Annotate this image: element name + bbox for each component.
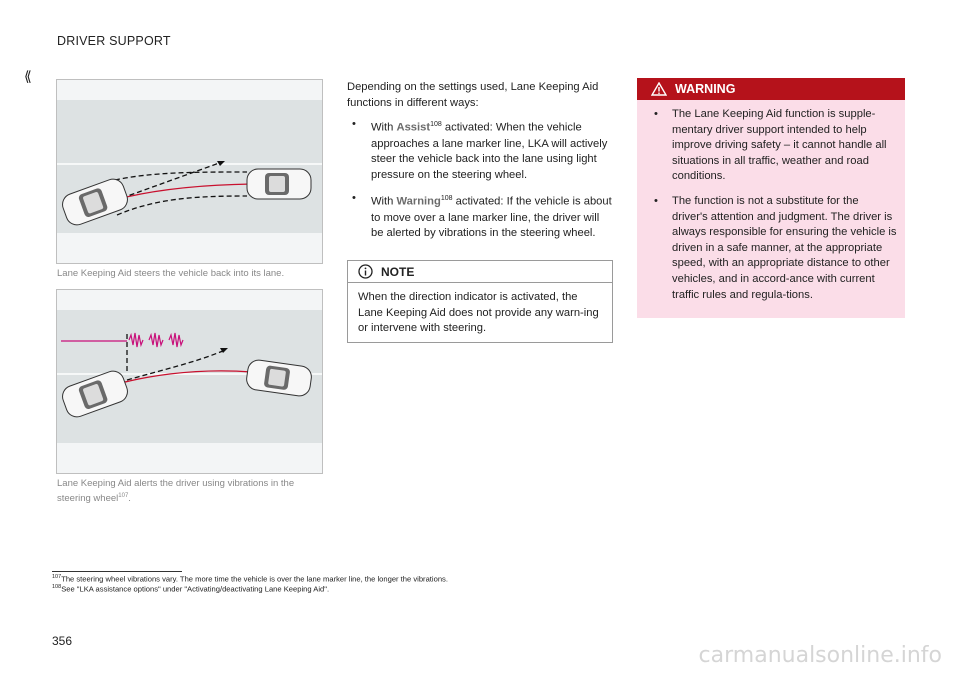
figure-lane-warning xyxy=(56,289,323,474)
lane-assist-illustration xyxy=(57,80,322,263)
list-item: • The function is not a substitute for the driver's attention and judgment. The driver is always responsible for ensuring the vehicle is driven in a safe manner, at the appropriate speed, with an appropriate distance to other vehicles, and in accord-ance with current traffic rules and regula-tions. xyxy=(654,194,897,301)
double-chevron-left-icon[interactable]: ⟪ xyxy=(24,68,32,84)
footnote: $^{107}$The steering wheel vibrations vary. The more time the vehicle is over the lane marker line, the longer the vibrations. xyxy=(52,574,448,584)
figure-caption: Lane Keeping Aid steers the vehicle back into its lane. xyxy=(57,268,285,279)
watermark: carmanualsonline.info xyxy=(698,643,942,668)
info-icon xyxy=(358,264,373,279)
main-text xyxy=(347,80,612,250)
figure-lane-assist xyxy=(56,79,323,264)
lane-warning-illustration xyxy=(57,290,322,473)
intro-paragraph: Depending on the settings used, Lane Keeping Aid functions in different ways: xyxy=(347,81,599,109)
footnote-divider xyxy=(52,571,182,572)
note-text: When the direction indicator is activated, the Lane Keeping Aid does not provide any warn-ing or intervene with steering. xyxy=(358,291,599,335)
list-item: • With Assist$^{108}$ activated: When the vehicle approaches a lane marker line, LKA will actively steer the vehicle back into the lane using light pressure on the steering wheel. xyxy=(352,118,608,181)
warning-box xyxy=(637,78,905,318)
figure-caption: Lane Keeping Aid alerts the driver using vibrations in the steering wheel$^{107}$. xyxy=(57,478,295,505)
list-item: • With Warning$^{108}$ activated: If the vehicle is about to move over a lane marker line, the driver will be alerted by vibrations in the steering wheel. xyxy=(352,192,612,240)
note-box xyxy=(347,260,613,343)
footnote: $^{108}$See "LKA assistance options" under "Activating/deactivating Lane Keeping Aid". xyxy=(52,584,330,594)
list-item: • The Lane Keeping Aid function is supple-mentary driver support intended to help improve driving safety – it cannot handle all situations in all traffic, weather and road conditions. xyxy=(654,108,887,183)
warning-triangle-icon xyxy=(651,82,667,96)
section-header: DRIVER SUPPORT xyxy=(57,34,171,48)
page-number: 356 xyxy=(52,634,73,648)
note-title: NOTE xyxy=(381,264,415,279)
warning-title: WARNING xyxy=(675,82,736,96)
